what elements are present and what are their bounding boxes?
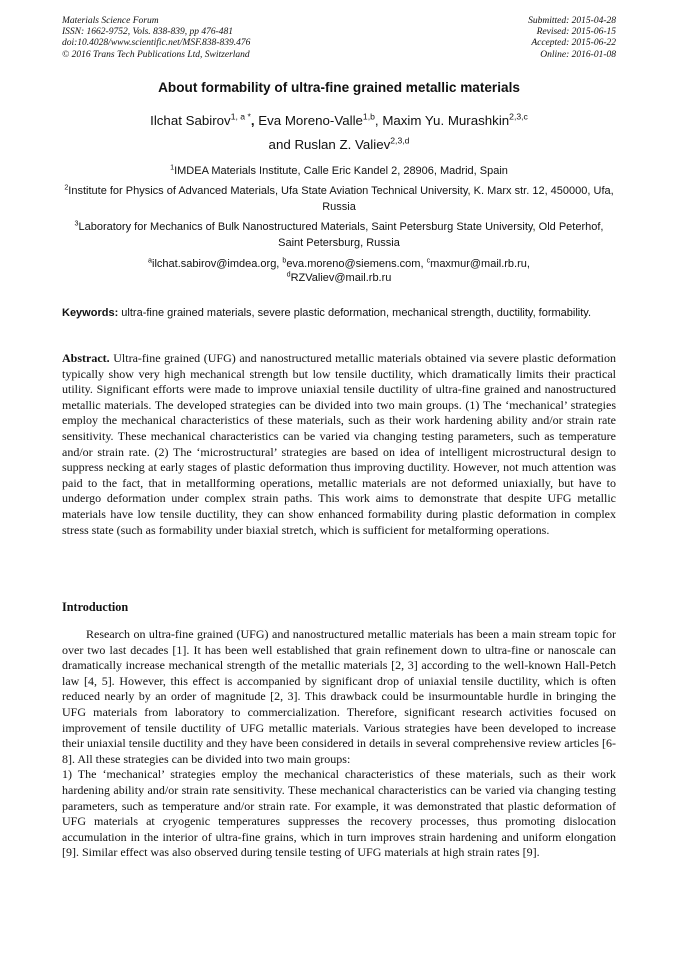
affiliation [62, 163, 616, 179]
author-sup: 1,b [362, 111, 375, 122]
copyright-line: © 2016 Trans Tech Publications Ltd, Switzerland [62, 49, 250, 60]
issn-line: ISSN: 1662-9752, Vols. 838-839, pp 476-481 [62, 27, 233, 38]
journal-info [62, 16, 250, 61]
accepted-date: Accepted: 2015-06-22 [531, 38, 616, 49]
affiliation [62, 219, 616, 251]
affiliation-sup: 3 [74, 219, 79, 228]
email-sup: c [426, 256, 431, 265]
email-sup: b [282, 256, 287, 265]
author-sup: 2,3,d [390, 135, 410, 146]
authors-line-1 [40, 113, 638, 128]
affiliation [62, 183, 616, 215]
author-separator: , [250, 113, 259, 128]
dates-info [528, 16, 616, 61]
introduction-body [62, 627, 616, 861]
email-address: eva.moreno@siemens.com, [286, 258, 427, 270]
email-address: ilchat.sabirov@imdea.org, [152, 258, 283, 270]
email-address: RZValiev@mail.rb.ru [290, 272, 392, 284]
abstract-text: Ultra-fine grained (UFG) and nanostructured metallic materials obtained via severe plastic deformation typically show very high mechanical strength but low tensile ductility, which dramatically limits their practical utility. Significant efforts were made to improve uniaxial tensile ductility of ultra-fine grained and nanostructured metallic materials. The developed strategies can be divided into two main groups. (1) The ‘mechanical’ strategies employ the mechanical characteristics of these materials, such as their work hardening ability and/or strain rate sensitivity. These mechanical characteristics can be varied via changing testing parameters, such as temperature and/or strain rate. (2) The ‘microstructural’ strategies are based on idea of intelligent microstructural design to suppress necking at early stages of plastic deformation thus improving ductility. However, not much attention was paid to the fact, that in metallforming operations, metallic materials are not deformed uniaxially, but have to undergo deformation under complex strain paths. This work aims to demonstrate that despite UFG metallic materials have low tensile ductility, they can show enhanced formability during plastic deformation in complex stress state (such as formability under biaxial stretch, which is sufficient for metalforming operations. [62, 351, 616, 537]
email-list [62, 257, 616, 285]
author-sup: 2,3,c [509, 111, 528, 122]
submitted-date: Submitted: 2015-04-28 [528, 16, 616, 26]
keywords-label: Keywords: [62, 307, 119, 319]
author-name: Ruslan Z. Valiev [294, 137, 391, 152]
email-address: maxmur@mail.rb.ru, [430, 258, 530, 270]
revised-date: Revised: 2015-06-15 [536, 27, 616, 38]
affiliation-text: Institute for Physics of Advanced Materials, Ufa State Aviation Technical University, K. Marx str. 12, 450000, Ufa, Russia [68, 185, 614, 213]
introduction-heading: Introduction [62, 600, 129, 614]
affiliation-text: Laboratory for Mechanics of Bulk Nanostructured Materials, Saint Petersburg State University, Old Peterhof, Saint Petersburg, Russia [78, 221, 604, 249]
author-separator: , [374, 113, 383, 128]
author-name: Ilchat Sabirov [150, 113, 231, 128]
introduction-paragraph: Research on ultra-fine grained (UFG) and nanostructured metallic materials has been a main stream topic for over two last decades [1]. It has been well established that grain refinement down to ultra-fine or nanoscale can dramatically increase mechanical strength of the metallic materials [2, 3] according to the well-known Hall-Petch law [4, 5]. However, this effect is accompanied by significant drop of uniaxial tensile ductility, which is often reduced nearly by an order of magnitude [2, 3]. This drawback could be insurmountable hurdle in bringing the UFG materials from laboratory to commercialization. Therefore, significant research activities focused on improvement of tensile ductility of UFG metallic materials. Various strategies have been developed to increase their uniaxial tensile ductility and they have been considered in details in several comprehensive review articles [6-8]. All these strategies can be divided into two main groups: [62, 627, 616, 766]
online-date: Online: 2016-01-08 [540, 49, 616, 60]
keywords [62, 306, 616, 320]
journal-name: Materials Science Forum [62, 16, 159, 26]
abstract [62, 351, 616, 538]
affiliation-sup: 1 [170, 163, 175, 172]
doi-line: doi:10.4028/www.scientific.net/MSF.838-839.476 [62, 38, 251, 49]
author-name: Maxim Yu. Murashkin [382, 113, 510, 128]
author-sup: 1, a * [230, 111, 251, 122]
affiliation-text: IMDEA Materials Institute, Calle Eric Kandel 2, 28906, Madrid, Spain [174, 165, 508, 177]
author-name: Eva Moreno-Valle [258, 113, 363, 128]
keywords-text: ultra-fine grained materials, severe plastic deformation, mechanical strength, ductility, formability. [118, 307, 592, 319]
abstract-label: Abstract. [62, 351, 110, 365]
authors-line-2 [40, 137, 638, 152]
introduction-paragraph: 1) The ‘mechanical’ strategies employ the mechanical characteristics of these materials, such as their work hardening ability and/or strain rate sensitivity. These mechanical characteristics can be varied via changing testing parameters, such as temperature and/or strain rate. For example, it was demonstrated that plastic deformation of UFG materials at cryogenic temperatures suppresses the recovery processes, thus promoting dislocation accumulation in the interior of ultra-fine grains, which in turn improves strain hardening and uniform elongation [9]. Similar effect was also observed during tensile testing of UFG materials at high strain rates [9]. [62, 767, 616, 860]
paper-title: About formability of ultra-fine grained metallic materials [158, 80, 520, 95]
author-prefix: and [268, 137, 295, 152]
affiliation-sup: 2 [64, 183, 69, 192]
email-sup: a [148, 256, 153, 265]
email-sup: d [286, 270, 291, 279]
